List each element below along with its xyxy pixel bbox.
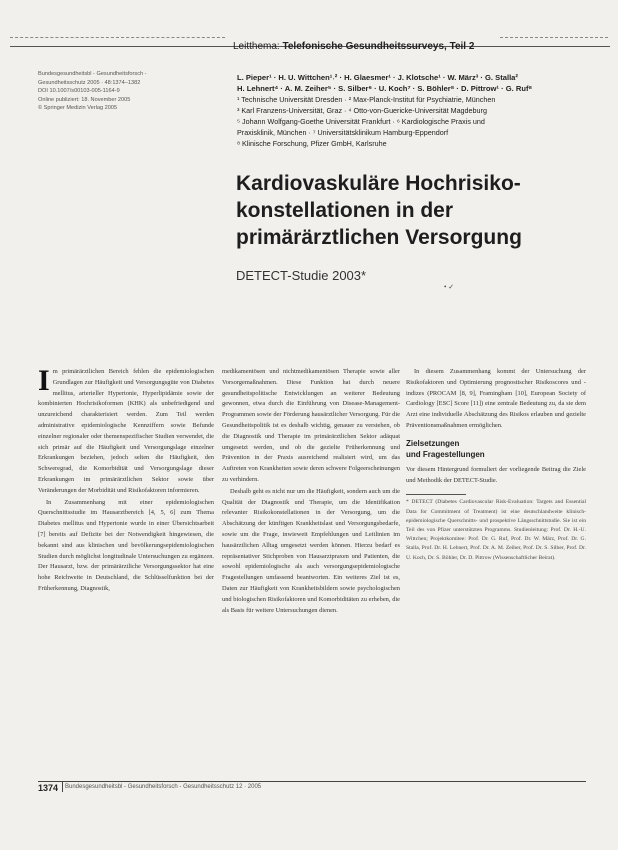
pubinfo-line: Bundesgesundheitsbl - Gesundheitsforsch -	[38, 71, 147, 77]
footnote: * DETECT (Diabetes Cardiovascular Risk-Evaluation: Targets and Essential Data for Commitment of Treatment) ist eine deutschlandweite klinisch-epidemiologische Querschnitts- und prospektive Längsschnittstudie. Sie ist ein Teil des von Pfizer unterstützten Programms. Studienleitung: Prof. Dr. H.-U. Wittchen; Projektkomitee: Prof. Dr. G. Ruf, Prof. Dr. W. März, Prof. Dr. G. Stalla, Prof. Dr. H. Lehnert, Prof. Dr. A. M. Zeiher, Prof. Dr. S. Silber, Prof. Dr. U. Koch, Dr. S. Böhler, Dr. D. Pittrow (Wissenschaftlicher Beirat).	[406, 499, 586, 561]
paragraph: Deshalb geht es nicht nur um die Häufigkeit, sondern auch um die Qualität der Diagnostik und Therapie, um die Identifikation relevanter Risikokonstellationen in der Versorgung, um die Abschätzung der künftigen Krankheitslast und Versorgungsbedarfe, sowie um die Frage, inwieweit Empfehlungen und Leitlinien im hausärztlichen Alltag umgesetzt werden können. Hierzu bedarf es repräsentativer Stichproben von Hausarztpraxen und Patienten, die sowohl epidemiologische als auch versorgungsepidemiologische Fragestellungen umfassend beantworten. Ein weiteres Ziel ist es, Daten zur Häufigkeit von Krankheitsbildern sowie psychologischen und biologischen Risikofaktoren und Komorbiditäten zu erheben, die als Basis für weitere Untersuchungen dienen.	[222, 487, 400, 614]
footer-divider	[62, 782, 63, 792]
header-dashed-rule-left	[10, 37, 225, 38]
pubinfo-line: © Springer Medizin Verlag 2005	[38, 105, 118, 111]
publication-info	[38, 70, 223, 113]
journal-footer: Bundesgesundheitsbl - Gesundheitsforsch - Gesundheitsschutz 12 · 2005	[65, 784, 262, 790]
affiliation-line: Praxisklinik, München · ⁷ Universitätsklinikum Hamburg-Eppendorf	[237, 128, 449, 137]
pubinfo-line: Gesundheitsschutz 2005 · 48:1374–1382	[38, 79, 141, 86]
affiliation-line: ⁵ Johann Wolfgang-Goethe Universität Frankfurt · ⁶ Kardiologische Praxis und	[237, 117, 485, 126]
page-number: 1374	[38, 783, 59, 793]
paragraph: medikamentösen und nichtmedikamentösen Therapie sowie aller Vorsorgemaßnahmen. Diese Funktion hat durch neuere gesundheitspolitische Entwicklungen an weiterer Bedeutung gewonnen, etwa durch die Einführung von Disease-Management-Programmen sowie der Förderung hausärztlicher Versorgung. Für die Gesundheitspolitik ist es deshalb wichtig, genauer zu verstehen, ob die Diagnostik und Therapie im primärärztlichen Sektor adäquat umgesetzt werden, und ob die gezielte Früherkennung und Prävention in der Praxis ausreichend realisiert wird, um das Auftreten von Krankheiten sowie deren schwere Folgeerscheinungen zu verhindern.	[222, 368, 400, 483]
paragraph: In diesem Zusammenhang kommt der Untersuchung der Risikofaktoren und Optimierung prognostischer Risikoscores und -indizes (PROCAM [8, 9], Framingham [10], European Society of Cardiology [ESC] Score [11]) eine zentrale Bedeutung zu, da sie dem Arzt eine individuelle Abschätzung des Risikos erlauben und gezielte Präventionsmaßnahmen ermöglichen.	[406, 368, 586, 429]
affiliation-line: ³ Karl Franzens-Universität, Graz · ⁴ Otto-von-Guericke-Universität Magdeburg	[237, 106, 487, 115]
title-line: primärärztlichen Versorgung	[236, 226, 522, 249]
drop-cap: I	[38, 364, 50, 397]
title-line: konstellationen in der	[236, 199, 454, 222]
section-heading-line: Zielsetzungen	[406, 438, 460, 448]
footnote-rule	[406, 494, 466, 495]
body-column-2	[222, 367, 400, 617]
paragraph: In Zusammenhang mit einer epidemiologischen Querschnittsstudie im Hausarztbereich [4, 5, 6] zum Thema Diabetes mellitus und Hypertonie wurde in einer Übersichtsarbeit [7] bereits auf Defizite bei der Notwendigkeit hingewiesen, die bekannt sind aus klinischen und bevölkerungsepidemiologischen Studien durch möglichst longitudinale Untersuchungen zu ergänzen. Der Hausarzt, bzw. der primärärztliche Versorgungssektor hat eine hohe Reichweite in Deutschland, die Schlüsselfunktion bei der Früherkennung, Diagnostik,	[38, 498, 214, 592]
running-header	[233, 41, 474, 52]
body-column-1	[38, 364, 214, 596]
pubinfo-line: DOI 10.1007/s00103-005-1164-9	[38, 88, 120, 94]
article-subtitle: DETECT-Studie 2003*	[236, 268, 367, 283]
affiliation-line: ¹ Technische Universität Dresden · ² Max-Planck-Institut für Psychiatrie, München	[237, 95, 496, 104]
paragraph: Vor diesem Hintergrund formuliert der vorliegende Beitrag die Ziele und Methodik der DETECT-Studie.	[406, 465, 586, 484]
section-heading-line: und Fragestellungen	[406, 449, 485, 459]
leitthema-label: Leitthema:	[233, 41, 280, 52]
header-dashed-rule-right	[500, 37, 608, 38]
title-line: Kardiovaskuläre Hochrisiko-	[236, 172, 521, 195]
affiliation-line: ⁸ Klinische Forschung, Pfizer GmbH, Karlsruhe	[237, 139, 387, 148]
body-column-3	[406, 367, 586, 563]
author-names-line: L. Pieper¹ · H. U. Wittchen¹˒² · H. Glaesmer¹ · J. Klotsche¹ · W. März³ · G. Stalla²	[237, 73, 518, 82]
section-heading	[406, 438, 586, 460]
series-title: Telefonische Gesundheitssurveys, Teil 2	[282, 41, 475, 52]
pubinfo-line: Online publiziert: 18. November 2005	[38, 96, 131, 103]
author-block	[237, 72, 587, 149]
scan-artifact: • ✓	[444, 283, 455, 291]
paragraph-text: m primärärztlichen Bereich fehlen die epidemiologischen Grundlagen zur Häufigkeit und Versorgungsgüte von Diabetes mellitus, arterieller Hypertonie, Hyperlipidämie sowie der kombinierten Hochrisikoformen (KHK) als unbefriedigend und unzureichend charakterisiert werden. Zum Teil werden administrative epidemiologische Kennziffern sowie Befunde einzelner regionaler oder themenspezifischer Studien verwendet, die sich primär auf die Häufigkeit und Versorgungslage einzelner Erkrankungen beziehen, jedoch selten die Häufigkeit, den Schweregrad, die Komorbidität und Versorgungslage dieser Erkrankungen im primärärztlichen Sektor sowie über Veränderungen der Morbidität und Risikofaktoren informieren.	[38, 368, 214, 494]
article-title	[236, 170, 586, 251]
author-names-line: H. Lehnert⁴ · A. M. Zeiher⁵ · S. Silber⁶ · U. Koch⁷ · S. Böhler⁸ · D. Pittrow¹ · G. Ruf⁸	[237, 84, 533, 93]
paragraph	[38, 364, 214, 497]
footer-rule	[38, 781, 586, 782]
